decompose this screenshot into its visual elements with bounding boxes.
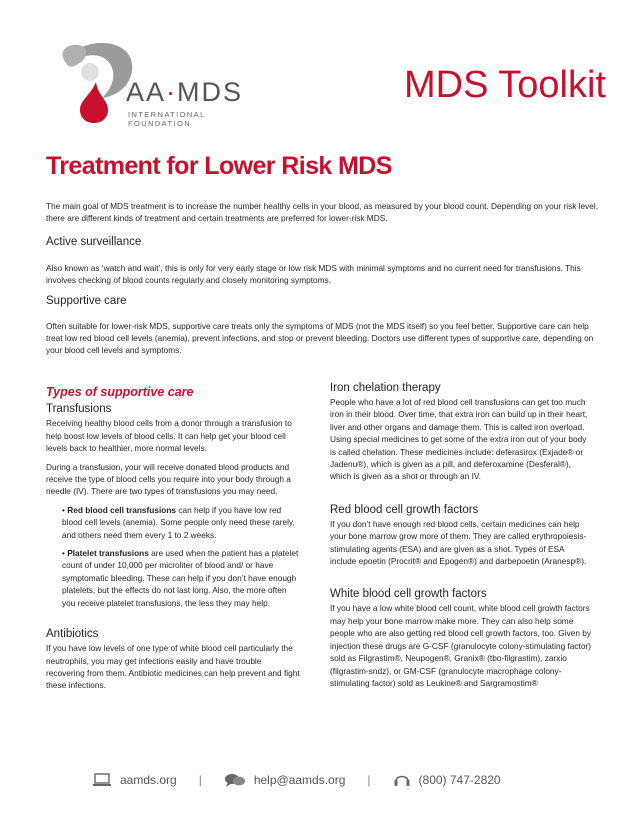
page-title: Treatment for Lower Risk MDS: [46, 152, 392, 180]
footer-phone[interactable]: [393, 771, 501, 789]
antibiotics-text: If you have low levels of one type of white blood cell particularly the neutrophils, you may get infections easily and have trouble recovering from them. Antibiotic medicines can help prevent and fight these infections.: [46, 643, 300, 691]
left-column: [46, 386, 302, 698]
chat-bubble-icon: [224, 772, 246, 788]
active-surveillance-text: Also known as ‘watch and wait’, this is only for very early stage or low risk MDS with minimal symptoms and no current need for transfusions. This involves checking of blood counts regularly and closely monitoring symptoms.: [46, 263, 581, 285]
types-heading: Types of supportive care: [46, 385, 194, 399]
intro-paragraph: The main goal of MDS treatment is to increase the number healthy cells in your blood, as measured by your blood count. Depending on your risk level, there are different kinds of treatment and certain treatments are preferred for lower-risk MDS.: [46, 201, 599, 223]
aamds-logo: [50, 38, 270, 128]
right-column: [330, 381, 592, 695]
rbc-transfusion-label: Red blood cell transfusions: [67, 504, 177, 515]
wbc-growth-text: If you have a low white blood cell count, white blood cell growth factors may help your bone marrow make more. They can also help some people who are also getting red blood cell growth factors, too. Given by injection these drugs are G-CSF (granulocyte colony-stimulating factor) sold as Filgrastim®, Neupogen®, Granix® (tbo-filgrastim), zarxio (filgrastim-sndz), or GM-CSF (granulocyte macrophage colony-stimulating factor) sold as Leukine® and Sargramostim®: [330, 603, 592, 688]
transfusions-heading: Transfusions: [46, 403, 112, 416]
website-link[interactable]: aamds.org: [120, 773, 177, 787]
laptop-icon: [92, 772, 112, 788]
platelet-transfusion-text: are used when the patient has a platelet count of under 10,000 per microliter of blood and/ or have symptomatic bleeding. These can help if you don’t have enough platelets, but the effects do not last long. Also, the more often you receive platelet transfusions, the less they may help.: [62, 548, 299, 608]
wbc-growth-heading: White blood cell growth factors: [330, 588, 487, 601]
rbc-transfusion-bullet: • Red blood cell transfusions can help if you have low red blood cell levels (anemia). Some people only need these rarely, and others need them every 1 to 2 weeks.: [62, 504, 295, 540]
platelet-transfusion-label: Platelet transfusions: [67, 548, 149, 559]
active-surveillance-heading: Active surveillance: [46, 236, 142, 248]
footer-separator-2: |: [367, 773, 371, 787]
headset-icon: [393, 771, 411, 789]
platelet-transfusion-bullet: • Platelet transfusions are used when the patient has a platelet count of under 10,000 per microliter of blood and/ or have symptomatic bleeding. These can help if you don’t have enough platelets, but the effects do not last long. Also, the more often you receive platelet transfusions, the less they may help.: [62, 548, 299, 608]
supportive-care-text: Often suitable for lower-risk MDS, supportive care treats only the symptoms of MDS (not the MDS itself) so you feel better. Supportive care can help treat low red blood cell levels (anemia), prevent infections, and stop or prevent bleeding. Doctors use different types of supportive care, depending on your blood cell levels and symptoms.: [46, 321, 594, 355]
toolkit-title: MDS Toolkit: [403, 64, 606, 106]
transfusions-paragraph-2: During a transfusion, your will receive donated blood products and receive the type of blood cells you require into your body through a needle (IV). There are two types of transfusions you may need.: [46, 461, 291, 497]
footer-email[interactable]: [224, 772, 346, 788]
rbc-growth-text: If you don’t have enough red blood cells, certain medicines can help your bone marrow grow more of them. They are called erythropoiesis-stimulating agents (ESA) and are given as a shot. Types of ESA include epoetin (Procrit® and Epogen®) and darbepoetin (Aranesp®).: [330, 518, 587, 567]
iron-chelation-heading: Iron chelation therapy: [330, 382, 441, 394]
footer-website[interactable]: [92, 772, 177, 788]
phone-number[interactable]: (800) 747-2820: [418, 773, 501, 787]
footer: [92, 770, 501, 790]
antibiotics-heading: Antibiotics: [46, 628, 99, 641]
iron-chelation-text: People who have a lot of red blood cell transfusions can get too much iron in their blood. Over time, that extra iron can build up in their heart, liver and other organs and damage them. This is called iron overload. Using special medicines to get some of the extra iron out of your body is called chelation. These medicines include: deferasirox (Exjade® or Jadenu®), which is given as a pill, and deferoxamine (Desferal®), which is given as a shot or through an IV.: [330, 397, 588, 482]
footer-separator: |: [198, 773, 202, 787]
org-name: AA·MDS: [126, 77, 244, 107]
email-link[interactable]: help@aamds.org: [253, 773, 346, 787]
org-subtitle: INTERNATIONAL FOUNDATION: [128, 110, 206, 128]
rbc-transfusion-text: can help if you have low red blood cell levels (anemia). Some people only need these rarely, and others need them every 1 to 2 weeks.: [62, 504, 295, 540]
rbc-growth-heading: Red blood cell growth factors: [330, 503, 479, 516]
transfusions-paragraph-1: Receiving healthy blood cells from a donor through a transfusion to help boost low levels of blood cells. It can help get your blood cell levels back to healthier, more normal levels.: [46, 418, 292, 454]
supportive-care-heading: Supportive care: [46, 295, 127, 307]
